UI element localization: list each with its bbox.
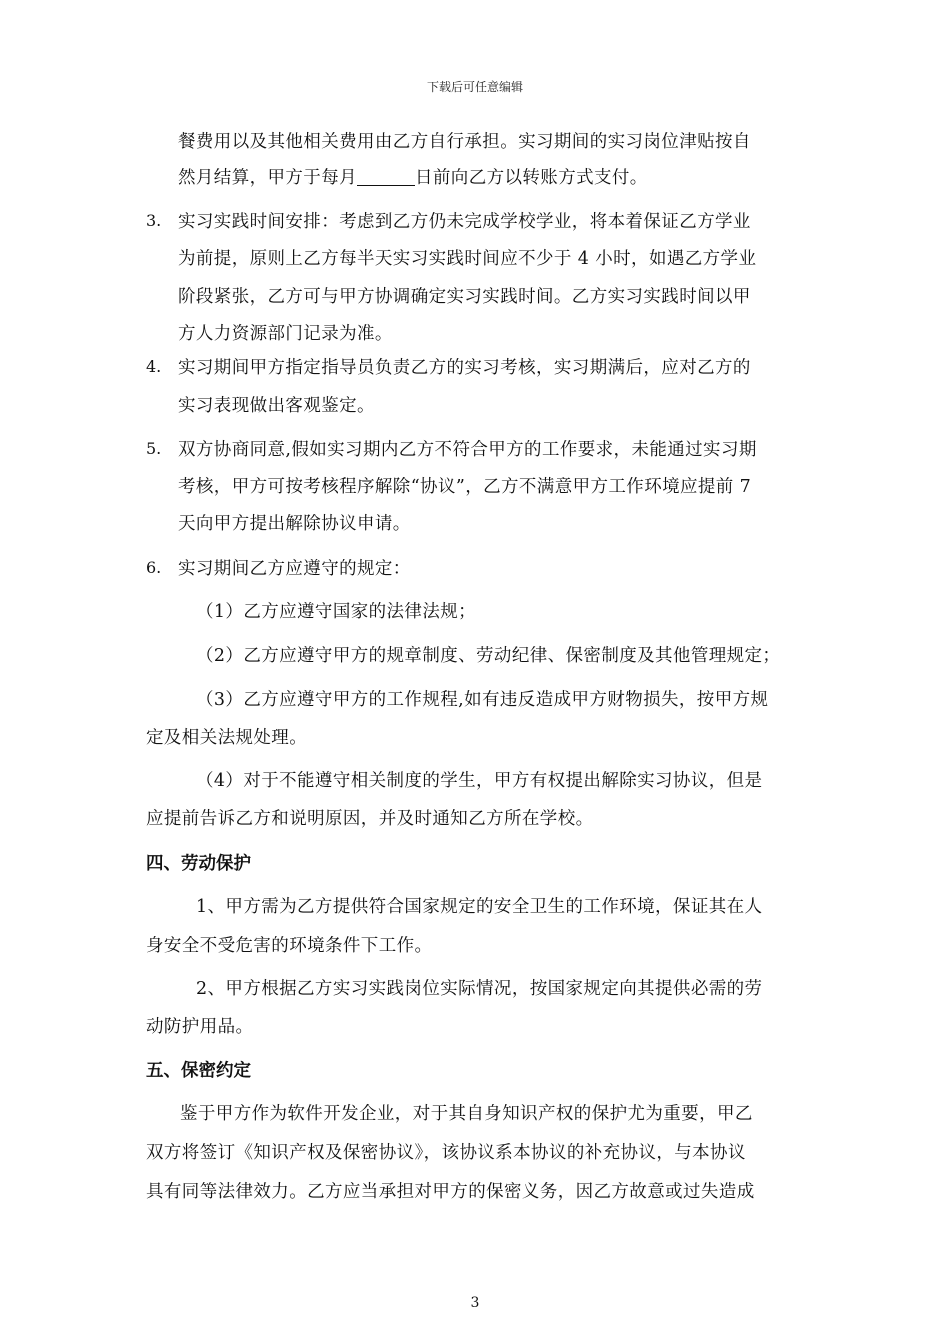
text-line: 考核，甲方可按考核程序解除“协议”，乙方不满意甲方工作环境应提前 7: [178, 477, 752, 497]
text-line: （3）乙方应遵守甲方的工作规程,如有违反造成甲方财物损失，按甲方规: [196, 690, 769, 710]
text-line: 身安全不受危害的环境条件下工作。: [146, 936, 433, 956]
text-line: 双方协商同意,假如实习期内乙方不符合甲方的工作要求，未能通过实习期: [178, 440, 757, 460]
page-header: 下载后可任意编辑: [426, 80, 523, 94]
page-number: 3: [470, 1295, 480, 1311]
text-line: 实习表现做出客观鉴定。: [178, 396, 375, 416]
text-line: 餐费用以及其他相关费用由乙方自行承担。实习期间的实习岗位津贴按自: [178, 132, 751, 152]
text-fragment: 日前向乙方以转账方式支付。: [415, 168, 648, 188]
text-line: 天向甲方提出解除协议申请。: [178, 514, 411, 534]
text-line: [178, 164, 648, 189]
text-line: 具有同等法律效力。乙方应当承担对甲方的保密义务，因乙方故意或过失造成: [146, 1182, 755, 1202]
list-number: 5.: [146, 439, 162, 458]
text-line: 1、甲方需为乙方提供符合国家规定的安全卫生的工作环境，保证其在人: [196, 897, 763, 917]
section-heading: 四、劳动保护: [146, 854, 251, 874]
text-line: 实习实践时间安排：考虑到乙方仍未完成学校学业，将本着保证乙方学业: [178, 212, 751, 232]
text-line: 实习期间乙方应遵守的规定：: [178, 559, 411, 579]
text-fragment: 然月结算，甲方于每月: [178, 168, 357, 188]
section-heading: 五、保密约定: [146, 1061, 251, 1081]
list-number: 3.: [146, 211, 162, 230]
text-line: 阶段紧张，乙方可与甲方协调确定实习实践时间。乙方实习实践时间以甲: [178, 287, 751, 307]
text-line: 2、甲方根据乙方实习实践岗位实际情况，按国家规定向其提供必需的劳: [196, 979, 763, 999]
text-line: （4）对于不能遵守相关制度的学生，甲方有权提出解除实习协议，但是: [196, 771, 763, 791]
text-line: 双方将签订《知识产权及保密协议》，该协议系本协议的补充协议，与本协议: [146, 1143, 746, 1163]
text-line: 鉴于甲方作为软件开发企业，对于其自身知识产权的保护尤为重要，甲乙: [180, 1104, 753, 1124]
list-number: 6.: [146, 558, 162, 577]
list-number: 4.: [146, 357, 162, 376]
text-line: 方人力资源部门记录为准。: [178, 324, 393, 344]
text-line: 应提前告诉乙方和说明原因，并及时通知乙方所在学校。: [146, 809, 594, 829]
text-line: 动防护用品。: [146, 1017, 254, 1037]
text-line: 为前提，原则上乙方每半天实习实践时间应不少于 4 小时，如遇乙方学业: [178, 249, 757, 269]
blank-underline: [357, 168, 415, 187]
text-line: （1）乙方应遵守国家的法律法规；: [196, 602, 477, 622]
text-line: （2）乙方应遵守甲方的规章制度、劳动纪律、保密制度及其他管理规定；: [196, 646, 781, 666]
text-line: 定及相关法规处理。: [146, 728, 308, 748]
text-line: 实习期间甲方指定指导员负责乙方的实习考核，实习期满后，应对乙方的: [178, 358, 751, 378]
